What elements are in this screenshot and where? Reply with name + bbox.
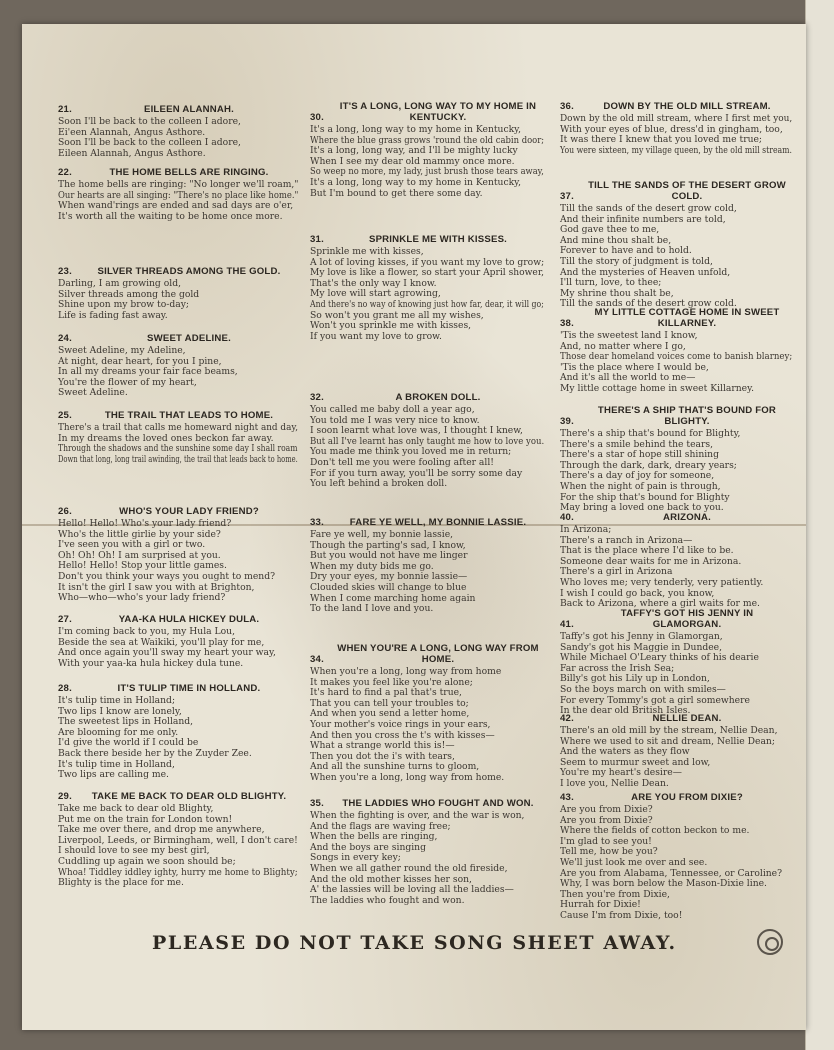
lyric-line: 'Tis the sweetest land I know, (560, 330, 698, 341)
lyric-line: That is the place where I'd like to be. (560, 545, 734, 557)
song-title: THERE'S A SHIP THAT'S BOUND FOR BLIGHTY. (597, 405, 777, 427)
lyric-line: It's tulip time in Holland, (58, 758, 175, 770)
song-lyrics (58, 279, 298, 321)
song-number: 26. (58, 506, 72, 517)
song-heading (560, 512, 792, 523)
lyric-line: And then you cross the t's with kisses— (310, 729, 495, 741)
lyric-line: That you can tell your troubles to; (310, 697, 469, 709)
song-block (58, 167, 298, 222)
lyric-line: A' the lassies will be loving all the laddies— (310, 884, 514, 896)
song-lyrics (560, 632, 792, 717)
song-title: EILEEN ALANNAH. (143, 104, 235, 115)
adjacent-page-edge (805, 0, 834, 1050)
lyric-line: While Michael O'Leary thinks of his dearie (560, 652, 759, 664)
song-lyrics (560, 114, 792, 156)
song-number: 40. (560, 512, 574, 523)
lyric-line: And the old mother kisses her son, (310, 873, 472, 885)
lyric-line: Down by the old mill stream, where I first met you, (560, 113, 793, 124)
song-heading (560, 101, 792, 112)
song-number: 41. (560, 619, 574, 630)
song-title: TAKE ME BACK TO DEAR OLD BLIGHTY. (91, 791, 287, 802)
song-number: 32. (310, 392, 324, 403)
lyric-line: Cuddling up again we soon should be; (58, 855, 236, 867)
lyric-line: The home bells are ringing: "No longer we'll roam," (58, 179, 299, 190)
song-number: 42. (560, 713, 574, 724)
lyric-line: What a strange world this is!— (310, 740, 455, 752)
lyric-line: It's tulip time in Holland; (58, 695, 176, 706)
lyric-line: It makes you feel like you're alone; (310, 676, 473, 688)
lyric-line: My love will start agrowing, (310, 288, 441, 300)
lyric-line: Back there beside her by the Zuyder Zee. (58, 747, 252, 759)
song-title: FARE YE WELL, MY BONNIE LASSIE. (349, 517, 527, 528)
lyric-line: There's a ship that's bound for Blighty, (560, 428, 741, 439)
lyric-line: And it's all the world to me— (560, 372, 696, 384)
lyric-line: For if you turn away, you'll be sorry some day (310, 467, 523, 479)
lyric-line: You're the flower of my heart, (58, 376, 197, 388)
lyric-line: God gave thee to me, (560, 224, 660, 236)
lyric-line: There's a smile behind the tears, (560, 438, 714, 450)
song-number: 22. (58, 167, 72, 178)
song-title: WHO'S YOUR LADY FRIEND? (119, 506, 259, 517)
lyric-line: Are you from Dixie? (560, 814, 653, 826)
song-number: 38. (560, 318, 574, 329)
lyric-line: And there's no way of knowing just how far, dear, it will go; (310, 298, 544, 310)
lyric-line: Don't you think your ways you ought to mend? (58, 570, 276, 582)
lyric-line: So won't you grant me all my wishes, (310, 309, 484, 321)
song-lyrics (560, 429, 792, 514)
lyric-line: Someone dear waits for me in Arizona. (560, 555, 742, 567)
lyric-line: Two lips I know are lonely, (58, 705, 182, 717)
song-title: SWEET ADELINE. (147, 333, 231, 344)
lyric-line: And the waters as they flow (560, 746, 690, 758)
lyric-line: Then you're from Dixie, (560, 888, 670, 900)
lyric-line: Soon I'll be back to the colleen I adore, (58, 137, 241, 149)
lyric-line: Are you from Dixie? (560, 804, 653, 815)
song-heading (560, 792, 792, 803)
lyric-line: When you're a long, long way from home. (310, 771, 505, 783)
lyric-line: Seem to murmur sweet and low, (560, 756, 711, 768)
song-lyrics (58, 117, 298, 159)
song-title: ARE YOU FROM DIXIE? (631, 792, 743, 803)
song-heading (58, 167, 298, 178)
song-title: SPRINKLE ME WITH KISSES. (368, 234, 508, 245)
song-title: DOWN BY THE OLD MILL STREAM. (603, 101, 771, 112)
lyric-line: You left behind a broken doll. (310, 478, 448, 490)
lyric-line: You're my heart's desire— (560, 767, 682, 779)
song-number: 28. (58, 683, 72, 694)
lyric-line: Soon I'll be back to the colleen I adore, (58, 116, 241, 127)
lyric-line: Far across the Irish Sea; (560, 662, 675, 674)
lyric-line: Then you dot the i's with tears, (310, 750, 455, 762)
lyric-line: But all I've learnt has only taught me how to love you. (310, 435, 545, 447)
lyric-line: Blighty is the place for me. (58, 877, 184, 889)
song-number: 23. (58, 266, 72, 277)
lyric-line: You made me think you loved me in return; (310, 446, 512, 458)
lyric-line: Darling, I am growing old, (58, 278, 182, 289)
lyric-line: There's a day of joy for someone, (560, 470, 715, 482)
song-lyrics (560, 204, 792, 310)
song-title: IT'S A LONG, LONG WAY TO MY HOME IN KENTUCKY. (339, 101, 537, 123)
song-number: 35. (310, 798, 324, 809)
lyric-line: In my dreams the loved ones beckon far away. (58, 432, 274, 444)
lyric-line: To the land I love and you. (310, 603, 434, 615)
lyric-line: I'd give the world if I could be (58, 737, 199, 749)
song-heading (58, 104, 298, 115)
lyric-line: Where the fields of cotton beckon to me. (560, 825, 750, 837)
lyric-line: With your yaa-ka hula hickey dula tune. (58, 657, 244, 669)
lyric-line: Cause I'm from Dixie, too! (560, 909, 683, 921)
song-block (58, 410, 298, 465)
song-title: NELLIE DEAN. (652, 713, 722, 724)
lyric-line: Oh! Oh! Oh! I am surprised at you. (58, 549, 221, 561)
lyric-line: Tell me, how be you? (560, 846, 658, 858)
lyric-line: The laddies who fought and won. (310, 894, 465, 906)
song-heading (560, 608, 792, 630)
song-heading (310, 798, 544, 809)
lyric-line: There's a girl in Arizona (560, 566, 673, 578)
song-block (310, 392, 544, 490)
song-lyrics (58, 180, 298, 222)
lyric-line: When wand'rings are ended and sad days are o'er, (58, 200, 294, 212)
lyric-line: Forever to have and to hold. (560, 245, 692, 257)
song-heading (58, 506, 298, 517)
song-lyrics (310, 811, 544, 906)
lyric-line: When I come marching home again (310, 592, 476, 604)
song-number: 37. (560, 191, 574, 202)
song-lyrics (310, 667, 544, 784)
lyric-line: It isn't the girl I saw you with at Brighton, (58, 581, 255, 593)
song-heading (560, 180, 792, 202)
lyric-line: We'll just look me over and see. (560, 856, 708, 868)
lyric-line: For the ship that's bound for Blighty (560, 491, 730, 503)
song-title: THE TRAIL THAT LEADS TO HOME. (104, 410, 274, 421)
song-block (560, 180, 792, 310)
song-number: 36. (560, 101, 574, 112)
lyric-line: Through the shadows and the sunshine some day I shall roam (58, 443, 298, 455)
lyric-line: Down that long, long trail awinding, the trail that leads back to home. (58, 453, 298, 465)
lyric-line: Liverpool, Leeds, or Birmingham, well, I don't care! (58, 834, 298, 846)
song-number: 25. (58, 410, 72, 421)
song-title: YAA-KA HULA HICKEY DULA. (118, 614, 260, 625)
lyric-line: When the night of pain is through, (560, 480, 721, 492)
song-heading (310, 234, 544, 245)
song-title: TAFFY'S GOT HIS JENNY IN GLAMORGAN. (620, 608, 754, 630)
lyric-line: Through the dark, dark, dreary years; (560, 459, 737, 471)
song-block (58, 266, 298, 321)
song-block (560, 792, 792, 922)
lyric-line: There's a star of hope still shining (560, 449, 719, 461)
lyric-line: Taffy's got his Jenny in Glamorgan, (560, 631, 723, 642)
lyric-line: That's the only way I know. (310, 277, 437, 289)
song-block (310, 101, 544, 199)
song-number: 30. (310, 112, 324, 123)
lyric-line: Dry your eyes, my bonnie lassie— (310, 571, 468, 583)
song-title: IT'S TULIP TIME IN HOLLAND. (117, 683, 261, 694)
song-title: THE LADDIES WHO FOUGHT AND WON. (342, 798, 534, 809)
song-lyrics (560, 805, 792, 922)
song-lyrics (310, 247, 544, 342)
lyric-line: In all my dreams your fair face beams, (58, 366, 238, 378)
lyric-line: And their infinite numbers are told, (560, 213, 726, 225)
lyric-line: Silver threads among the gold (58, 288, 200, 300)
song-block (310, 643, 544, 784)
song-title: TILL THE SANDS OF THE DESERT GROW COLD. (588, 180, 786, 202)
lyric-line: The sweetest lips in Holland, (58, 716, 194, 728)
lyric-line: So the boys march on with smiles— (560, 683, 726, 695)
lyric-line: You told me I was very nice to know. (310, 414, 480, 426)
lyric-line: When we all gather round the old fireside, (310, 862, 508, 874)
lyric-line: It's a long, long way to my home in Kentucky, (310, 176, 522, 188)
lyric-line: I'm glad to see you! (560, 835, 652, 847)
song-lyrics (58, 346, 298, 399)
lyric-line: When you're a long, long way from home (310, 666, 502, 677)
lyric-line: And the mysteries of Heaven unfold, (560, 266, 731, 278)
lyric-line: And all the sunshine turns to gloom, (310, 761, 480, 773)
song-heading (310, 101, 544, 123)
song-block (310, 517, 544, 615)
lyric-line: Why, I was born below the Mason-Dixie line. (560, 878, 767, 890)
lyric-line: A lot of loving kisses, if you want my love to grow; (310, 256, 545, 268)
lyric-line: And once again you'll sway my heart your way, (58, 647, 276, 659)
lyric-line: At night, dear heart, for you I pine, (58, 355, 222, 367)
song-lyrics (310, 530, 544, 615)
lyric-line: It was there I knew that you loved me true; (560, 134, 763, 146)
song-title: MY LITTLE COTTAGE HOME IN SWEET KILLARNEY. (594, 307, 780, 329)
song-heading (310, 517, 544, 528)
song-lyrics (58, 804, 298, 889)
song-block (560, 713, 792, 790)
lyric-line: Who—who—who's your lady friend? (58, 592, 226, 604)
song-lyrics (310, 405, 544, 490)
lyric-line: It's a long, long way to my home in Kentucky, (310, 124, 522, 135)
lyric-line: Beside the sea at Waikiki, you'll play for me, (58, 636, 265, 648)
lyric-line: But you would not have me linger (310, 550, 468, 562)
song-number: 34. (310, 654, 324, 665)
lyric-line: Who's the little girlie by your side? (58, 528, 221, 540)
lyric-line: Till the sands of the desert grow cold. (560, 298, 737, 310)
lyric-line: So weep no more, my lady, just brush those tears away, (310, 166, 544, 178)
song-title: A BROKEN DOLL. (395, 392, 481, 403)
lyric-line: There's a trail that calls me homeward night and day, (58, 422, 299, 433)
song-heading (560, 307, 792, 329)
song-number: 27. (58, 614, 72, 625)
song-heading (58, 791, 298, 802)
lyric-line: And the flags are waving free; (310, 820, 451, 832)
song-number: 43. (560, 792, 574, 803)
song-block (310, 798, 544, 906)
lyric-line: Sweet Adeline, my Adeline, (58, 345, 186, 356)
lyric-line: Life is fading fast away. (58, 309, 168, 321)
lyric-line: And, no matter where I go, (560, 340, 686, 352)
song-number: 29. (58, 791, 72, 802)
lyric-line: Though the parting's sad, I know, (310, 539, 466, 551)
song-title: WHEN YOU'RE A LONG, LONG WAY FROM HOME. (337, 643, 539, 665)
lyric-line: With your eyes of blue, dress'd in gingham, too, (560, 123, 783, 135)
lyric-line: I should love to see my best girl, (58, 845, 210, 857)
lyric-line: It's a long, long way, and I'll be mighty lucky (310, 145, 518, 157)
lyric-line: Ei'een Alannah, Angus Asthore. (58, 126, 206, 138)
lyric-line: And mine thou shalt be, (560, 234, 672, 246)
lyric-line: Till the story of judgment is told, (560, 255, 713, 267)
lyric-line: My love is like a flower, so start your April shower, (310, 267, 545, 279)
lyric-line: When the fighting is over, and the war is won, (310, 810, 525, 821)
lyric-line: And when you send a letter home, (310, 708, 470, 720)
song-title: THE HOME BELLS ARE RINGING. (109, 167, 269, 178)
printer-emblem-icon (757, 929, 783, 955)
song-block (560, 307, 792, 395)
lyric-line: Songs in every key; (310, 852, 401, 864)
lyric-line: I'm coming back to you, my Hula Lou, (58, 626, 236, 637)
lyric-line: Take me over there, and drop me anywhere, (58, 824, 265, 836)
lyric-line: My shrine thou shalt be, (560, 287, 674, 299)
lyric-line: 'Tis the place where I would be, (560, 361, 709, 373)
lyric-line: Billy's got his Lily up in London, (560, 673, 710, 685)
lyric-line: Fare ye well, my bonnie lassie, (310, 529, 454, 540)
song-block (58, 104, 298, 159)
song-block (58, 333, 298, 399)
song-lyrics (58, 627, 298, 669)
lyric-line: Clouded skies will change to blue (310, 581, 467, 593)
lyric-line: My little cottage home in sweet Killarney. (560, 382, 755, 394)
song-number: 21. (58, 104, 72, 115)
lyric-line: You called me baby doll a year ago, (310, 404, 475, 415)
song-lyrics (58, 696, 298, 781)
lyric-line: In the dear old British Isles. (560, 705, 691, 717)
lyric-line: For every Tommy's got a girl somewhere (560, 694, 750, 706)
lyric-line: When the bells are ringing, (310, 831, 438, 843)
lyric-line: It's hard to find a pal that's true, (310, 687, 462, 699)
song-number: 33. (310, 517, 324, 528)
lyric-line: When my duty bids me go. (310, 560, 434, 572)
song-lyrics (58, 519, 298, 604)
lyric-line: Are blooming for me only. (58, 726, 179, 738)
lyric-line: Sweet Adeline. (58, 387, 128, 399)
lyric-line: But I'm bound to get there some day. (310, 187, 483, 199)
lyric-line: Two lips are calling me. (58, 769, 169, 781)
footer-notice: PLEASE DO NOT TAKE SONG SHEET AWAY. (152, 932, 677, 954)
lyric-line: Hurrah for Dixie! (560, 899, 641, 911)
song-heading (560, 713, 792, 724)
lyric-line: There's a ranch in Arizona— (560, 534, 693, 546)
lyric-line: And the boys are singing (310, 841, 426, 853)
lyric-line: When I see my dear old mammy once more. (310, 155, 515, 167)
lyric-line: Hello! Hello! Stop your little games. (58, 560, 227, 572)
song-heading (58, 333, 298, 344)
lyric-line: Those dear homeland voices come to banish blarney; (560, 351, 793, 363)
lyric-line: Our hearts are all singing: "There's no place like home." (58, 189, 299, 201)
lyric-line: I wish I could go back, you know, (560, 587, 715, 599)
song-heading (58, 614, 298, 625)
song-block (58, 791, 298, 889)
lyric-line: It's worth all the waiting to be home once more. (58, 210, 283, 222)
song-lyrics (310, 125, 544, 199)
lyric-line: Put me on the train for London town! (58, 813, 233, 825)
song-heading (310, 643, 544, 665)
song-block (560, 405, 792, 514)
lyric-line: Back to Arizona, where a girl waits for me. (560, 598, 760, 610)
song-lyrics (560, 331, 792, 395)
song-heading (310, 392, 544, 403)
lyric-line: Where the blue grass grows 'round the old cabin door; (310, 134, 545, 146)
lyric-line: I soon learnt what love was, I thought I knew, (310, 425, 523, 437)
lyric-line: May bring a loved one back to you. (560, 502, 724, 514)
lyric-line: Shine upon my brow to-day; (58, 299, 189, 311)
lyric-line: I love you, Nellie Dean. (560, 777, 669, 789)
lyric-line: Where we used to sit and dream, Nellie Dean; (560, 735, 775, 747)
lyric-line: Are you from Alabama, Tennessee, or Caroline? (560, 867, 783, 879)
lyric-line: Sprinkle me with kisses, (310, 246, 424, 257)
lyric-line: Who loves me; very tenderly, very patiently. (560, 576, 764, 588)
lyric-line: Your mother's voice rings in your ears, (310, 718, 491, 730)
song-block (58, 614, 298, 669)
song-block (560, 512, 792, 610)
song-block (560, 608, 792, 717)
song-block (310, 234, 544, 342)
song-lyrics (560, 525, 792, 610)
song-number: 24. (58, 333, 72, 344)
song-heading (58, 266, 298, 277)
lyric-line: There's an old mill by the stream, Nellie Dean, (560, 725, 778, 736)
lyric-line: In Arizona; (560, 524, 612, 535)
song-block (58, 683, 298, 781)
song-number: 39. (560, 416, 574, 427)
song-lyrics (560, 726, 792, 790)
song-number: 31. (310, 234, 324, 245)
lyric-line: Whoa! Tiddley iddley ighty, hurry me home to Blighty; (58, 866, 298, 878)
song-heading (58, 410, 298, 421)
lyric-line: Sandy's got his Maggie in Dundee, (560, 641, 723, 653)
song-heading (560, 405, 792, 427)
lyric-line: Hello! Hello! Who's your lady friend? (58, 518, 232, 529)
lyric-line: You were sixteen, my village queen, by the old mill stream. (560, 144, 792, 156)
lyric-line: If you want my love to grow. (310, 330, 442, 342)
lyric-line: Till the sands of the desert grow cold, (560, 203, 737, 214)
lyric-line: Eileen Alannah, Angus Asthore. (58, 147, 206, 159)
lyric-line: Take me back to dear old Blighty, (58, 803, 214, 814)
song-heading (58, 683, 298, 694)
song-block (560, 101, 792, 156)
song-title: ARIZONA. (663, 512, 711, 523)
song-block (58, 506, 298, 604)
lyric-line: Don't tell me you were fooling after all! (310, 456, 494, 468)
lyric-line: Won't you sprinkle me with kisses, (310, 320, 472, 332)
lyric-line: I'll turn, love, to thee; (560, 277, 662, 289)
lyric-line: I've seen you with a girl or two. (58, 539, 206, 551)
song-lyrics (58, 423, 298, 465)
song-title: SILVER THREADS AMONG THE GOLD. (97, 266, 281, 277)
